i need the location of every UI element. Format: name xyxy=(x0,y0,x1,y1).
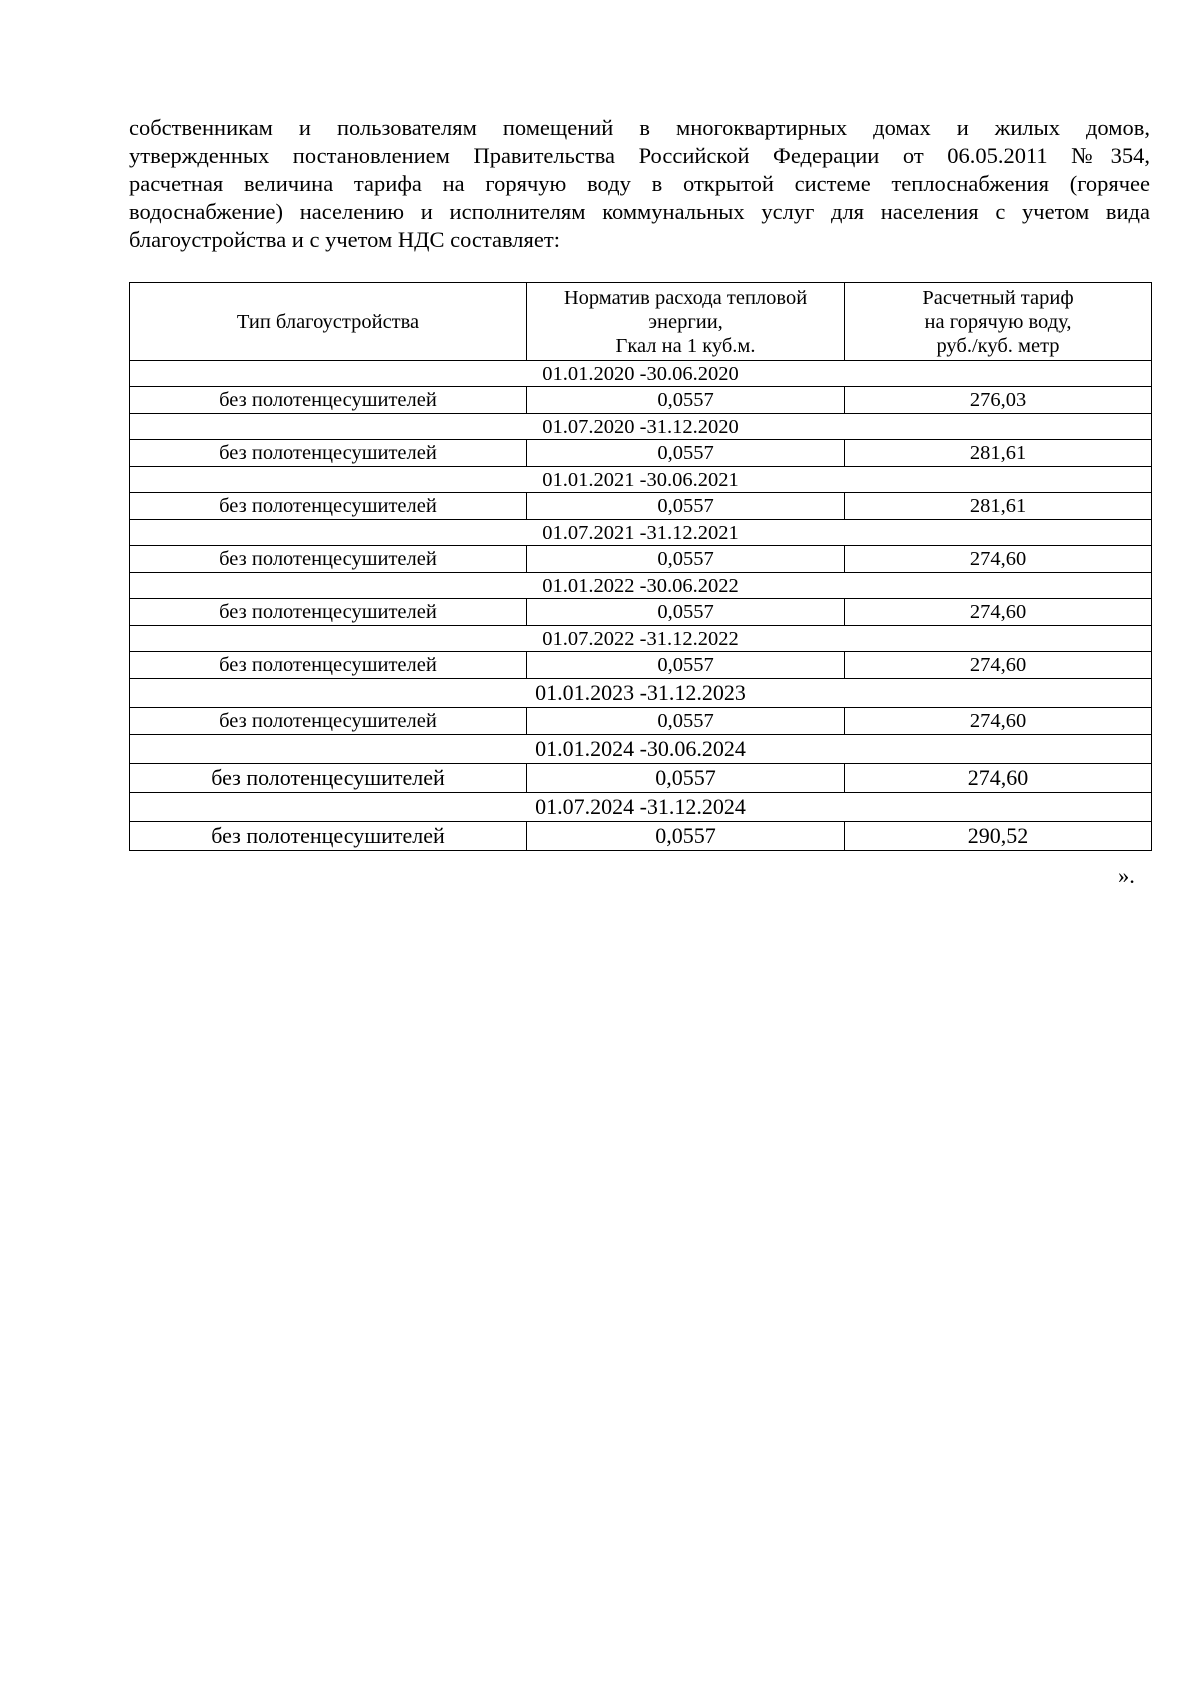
type-cell: без полотенцесушителей xyxy=(130,440,527,467)
intro-line: расчетная величина тарифа на горячую воду в открытой системе теплоснабжения (горячее xyxy=(129,171,1150,196)
table-row xyxy=(130,493,1152,520)
period-cell: 01.07.2022 -31.12.2022 xyxy=(130,626,1152,652)
norm-cell: 0,0557 xyxy=(527,546,845,573)
type-cell: без полотенцесушителей xyxy=(130,708,527,735)
tariff-cell: 290,52 xyxy=(845,822,1152,851)
period-cell: 01.01.2023 -31.12.2023 xyxy=(130,679,1152,708)
period-row xyxy=(130,679,1152,708)
tariff-cell: 274,60 xyxy=(845,764,1152,793)
table-row xyxy=(130,387,1152,414)
type-cell: без полотенцесушителей xyxy=(130,764,527,793)
period-cell: 01.01.2024 -30.06.2024 xyxy=(130,735,1152,764)
table-row xyxy=(130,708,1152,735)
norm-cell: 0,0557 xyxy=(527,708,845,735)
header-calculated-tariff: Расчетный тариф на горячую воду, руб./куб. метр xyxy=(845,283,1152,361)
tariff-cell: 274,60 xyxy=(845,708,1152,735)
table-row xyxy=(130,764,1152,793)
period-row xyxy=(130,573,1152,599)
intro-line: водоснабжение) населению и исполнителям коммунальных услуг для населения с учетом вида xyxy=(129,199,1150,224)
tariff-cell: 274,60 xyxy=(845,652,1152,679)
norm-cell: 0,0557 xyxy=(527,652,845,679)
intro-line: благоустройства и с учетом НДС составляет: xyxy=(129,227,560,252)
intro-line: собственникам и пользователям помещений в многоквартирных домах и жилых домов, xyxy=(129,115,1150,140)
table-row xyxy=(130,822,1152,851)
period-row xyxy=(130,793,1152,822)
table-row xyxy=(130,546,1152,573)
type-cell: без полотенцесушителей xyxy=(130,652,527,679)
closing-quote: ». xyxy=(1118,863,1135,888)
period-cell: 01.07.2024 -31.12.2024 xyxy=(130,793,1152,822)
table-row xyxy=(130,652,1152,679)
table-row xyxy=(130,599,1152,626)
period-row xyxy=(130,626,1152,652)
norm-cell: 0,0557 xyxy=(527,387,845,414)
intro-line: утвержденных постановлением Правительства Российской Федерации от 06.05.2011 №354, xyxy=(129,143,1150,168)
period-row xyxy=(130,467,1152,493)
period-cell: 01.07.2020 -31.12.2020 xyxy=(130,414,1152,440)
tariff-cell: 274,60 xyxy=(845,599,1152,626)
period-cell: 01.01.2022 -30.06.2022 xyxy=(130,573,1152,599)
type-cell: без полотенцесушителей xyxy=(130,493,527,520)
type-cell: без полотенцесушителей xyxy=(130,822,527,851)
norm-cell: 0,0557 xyxy=(527,440,845,467)
period-row xyxy=(130,735,1152,764)
tariff-cell: 276,03 xyxy=(845,387,1152,414)
type-cell: без полотенцесушителей xyxy=(130,387,527,414)
tariff-cell: 281,61 xyxy=(845,493,1152,520)
intro-paragraph xyxy=(129,114,1150,254)
norm-cell: 0,0557 xyxy=(527,764,845,793)
tariff-cell: 274,60 xyxy=(845,546,1152,573)
type-cell: без полотенцесушителей xyxy=(130,546,527,573)
norm-cell: 0,0557 xyxy=(527,493,845,520)
header-improvement-type: Тип благоустройства xyxy=(130,283,527,361)
table-row xyxy=(130,440,1152,467)
period-cell: 01.01.2020 -30.06.2020 xyxy=(130,361,1152,387)
type-cell: без полотенцесушителей xyxy=(130,599,527,626)
period-row xyxy=(130,414,1152,440)
tariff-cell: 281,61 xyxy=(845,440,1152,467)
period-row xyxy=(130,361,1152,387)
table-header-row xyxy=(130,283,1152,361)
norm-cell: 0,0557 xyxy=(527,822,845,851)
period-cell: 01.07.2021 -31.12.2021 xyxy=(130,520,1152,546)
tariff-table xyxy=(129,282,1152,851)
period-row xyxy=(130,520,1152,546)
norm-cell: 0,0557 xyxy=(527,599,845,626)
period-cell: 01.01.2021 -30.06.2021 xyxy=(130,467,1152,493)
header-consumption-norm: Норматив расхода тепловой энергии, Гкал на 1 куб.м. xyxy=(527,283,845,361)
